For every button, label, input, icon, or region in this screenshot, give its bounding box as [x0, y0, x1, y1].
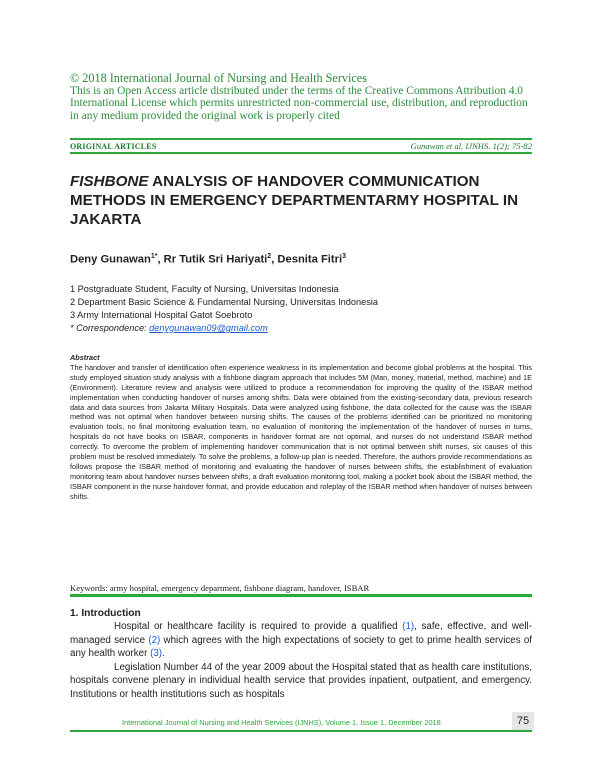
keywords: Keywords: army hospital, emergency department, fishbone diagram, handover, ISBAR: [70, 583, 370, 593]
citation: Gunawan et al. IJNHS. 1(2); 75-82: [410, 141, 532, 151]
intro-paragraph-1: [70, 620, 532, 661]
copyright-block: [70, 72, 532, 122]
footer-journal-line: International Journal of Nursing and Health Services (IJNHS), Volume 1, Issue 1, December 2018: [122, 718, 441, 727]
intro-paragraph-2: Legislation Number 44 of the year 2009 about the Hospital stated that as health care institutions, hospitals convene plenary in individual health service that provides inpatient, outpatient, and emergency. Institutions or health institutions such as hospitals: [70, 661, 532, 700]
header-rule-lower: [70, 152, 532, 154]
copyright-line: © 2018 International Journal of Nursing and Health Services: [70, 71, 367, 85]
page-number: 75: [512, 712, 534, 730]
intro-text-segment: .: [162, 648, 165, 659]
author-name: Rr Tutik Sri Hariyati: [163, 253, 268, 266]
intro-text-segment: , safe, effective, and well-managed service: [70, 621, 532, 646]
citation-ref-link[interactable]: (3): [150, 648, 163, 659]
header-rule: [70, 138, 532, 140]
abstract-text: The handover and transfer of identification often experience weakness in its implementation and become global problems at the hospital. This study employed situation study analysis with a fishbone diagram approach that includes 5M (Man, money, material, method, machine) and 1E (Environment). Literature review and analysis were utilized to produce a recommendation for improving the quality of the ISBAR method implementation when conducting handover of nurses among shifts. Data were obtained from the existing-secondary data, previous research data and data sources from Jakarta Military Hospitals. Data were analyzed using fishbone, the data collected for the cause was the ISBAR method was not optimal when handover between nursing shifts. The causes of the problems identified can be prioritized no monitoring evaluation tools, no final monitoring evaluation team, no evaluation of monitoring the implementation of the handover of nurses in turns, hospitals do not have books on ISBAR, components in handover format are not optimal, and nurses do not understand ISBAR method correctly. To overcome the problem of implementing handover communication that is not optimal between shift nurses, six causes of this problem must be resolved immediately. To solve the problems, a follow-up plan is needed. Therefore, the authors provide recommendations as follows propose the ISBAR method of monitoring and evaluating the handover of nurses between shifts, the establishment of evaluation monitoring team about handover nurses between shifts, a draft evaluation monitoring tool, making a pocket book about the ISBAR method, the ISBAR component in the nurse handover format, and provide education and roleplay of the ISBAR method when handover of nurses between shifts.: [70, 362, 532, 501]
affiliations: [70, 283, 378, 335]
citation-ref-link[interactable]: (1): [402, 621, 415, 632]
citation-ref-link[interactable]: (2): [148, 634, 161, 646]
correspondence-email-link[interactable]: denygunawan09@gmail.com: [149, 323, 268, 333]
title-italic: FISHBONE: [70, 173, 149, 190]
footer-rule: [70, 730, 532, 732]
author-sup: 3: [342, 253, 346, 260]
author-sup: 1*: [150, 253, 158, 260]
intro-text-segment: which agrees with the high expectations of society to get to prime health services of any health worker: [70, 634, 533, 659]
abstract-label: Abstract: [70, 353, 100, 362]
abstract: [70, 353, 532, 502]
affiliation: 1 Postgraduate Student, Faculty of Nursing, Universitas Indonesia: [70, 284, 339, 294]
article-title: [70, 172, 532, 229]
correspondence: [70, 322, 378, 335]
affiliation: 3 Army International Hospital Gatot Soebroto: [70, 310, 253, 320]
author-sup: 2: [267, 253, 272, 260]
author-list: Deny Gunawan$^{1*}$, Rr Tutik Sri Hariyati$^2$, Desnita Fitri$^3$: [70, 253, 346, 266]
author-name: Desnita Fitri: [277, 253, 343, 266]
section-label: ORIGINAL ARTICLES: [70, 142, 157, 151]
intro-text-segment: Hospital or healthcare facility is required to provide a qualified: [114, 621, 403, 632]
title-rest: ANALYSIS OF HANDOVER COMMUNICATION METHODS IN EMERGENCY DEPARTMENTARMY HOSPITAL IN JAKARTA: [70, 173, 519, 228]
license-text: This is an Open Access article distributed under the terms of the Creative Commons Attribution 4.0 International License which permits unrestricted non-commercial use, distribution, and reproduction in any medium provided the original work is properly cited: [70, 84, 528, 122]
intro-heading: 1. Introduction: [70, 608, 141, 619]
correspondence-label: * Correspondence:: [70, 323, 147, 333]
keywords-rule: [70, 594, 532, 597]
author-name: Deny Gunawan: [70, 253, 151, 266]
intro-body: [70, 620, 532, 701]
affiliation: 2 Department Basic Science & Fundamental Nursing, Universitas Indonesia: [70, 297, 378, 307]
